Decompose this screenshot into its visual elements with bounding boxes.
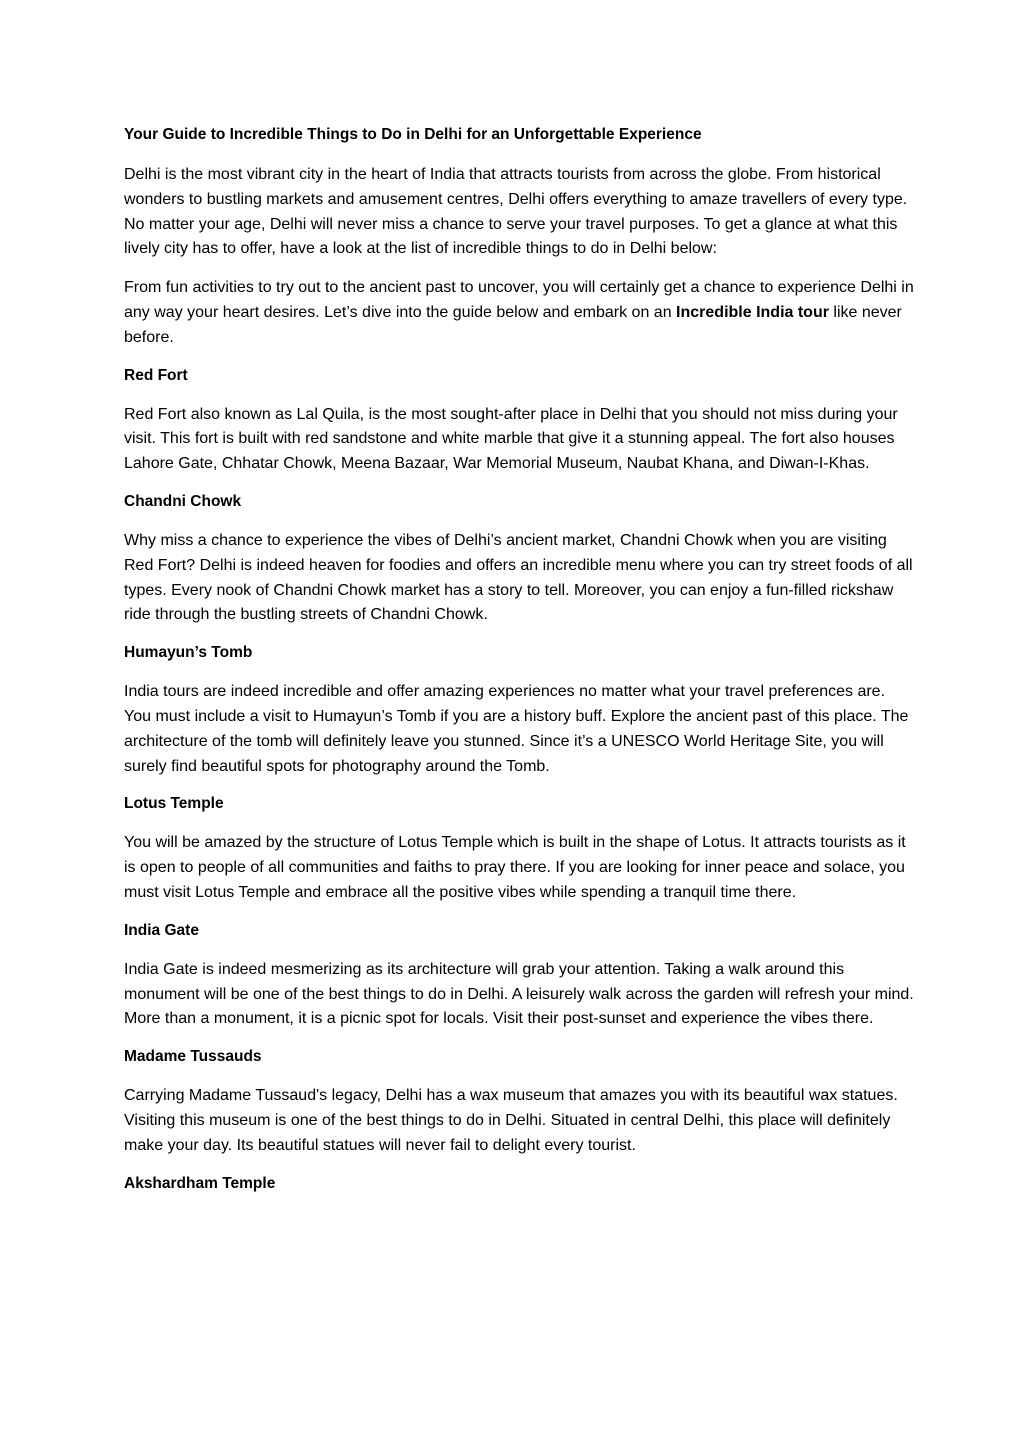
- section-heading-lotus-temple: Lotus Temple: [124, 795, 224, 813]
- section-heading-chandni-chowk: Chandni Chowk: [124, 492, 242, 510]
- second-paragraph-text: From fun activities to try out to the ancient past to uncover, you will certainly get a chance to experience Delhi in any way your heart desires. Let’s dive into the guide below and embark on an: [124, 279, 914, 321]
- section-body-chandni-chowk: Why miss a chance to experience the vibes of Delhi’s ancient market, Chandni Chowk when you are visiting Red Fort? Delhi is indeed heaven for foodies and offers an incredible menu where you can try street foods of all types. Every nook of Chandni Chowk market has a story to tell. Moreover, you can enjoy a fun-filled rickshaw ride through the bustling streets of Chandni Chowk.: [124, 531, 913, 624]
- second-paragraph-ending: like never before.: [124, 303, 902, 346]
- section-body-madame-tussauds: Carrying Madame Tussaud's legacy, Delhi has a wax museum that amazes you with its beautiful wax statues. Visiting this museum is one of the best things to do in Delhi. Situated in central Delhi, this place will definitely make your day. Its beautiful statues will never fail to delight every tourist.: [124, 1087, 898, 1154]
- section-heading-humayuns-tomb: Humayun’s Tomb: [124, 644, 253, 662]
- incredible-india-tour-text: Incredible India tour: [676, 303, 829, 321]
- section-body-lotus-temple: You will be amazed by the structure of Lotus Temple which is built in the shape of Lotus. It attracts tourists as it is open to people of all communities and faiths to pray there. If you are looking for inner peace and solace, you must visit Lotus Temple and embrace all the positive vibes while spending a tranquil time there.: [124, 834, 906, 901]
- section-heading-red-fort: Red Fort: [124, 366, 188, 384]
- section-heading-india-gate: India Gate: [124, 921, 199, 939]
- document-title: Your Guide to Incredible Things to Do in Delhi for an Unforgettable Experience: [124, 126, 702, 143]
- section-heading-akshardham-temple: Akshardham Temple: [124, 1174, 276, 1192]
- section-body-india-gate: India Gate is indeed mesmerizing as its architecture will grab your attention. Taking a walk around this monument will be one of the best things to do in Delhi. A leisurely walk across the garden will refresh your mind. More than a monument, it is a picnic spot for locals. Visit their post-sunset and experience the vibes there.: [124, 960, 914, 1028]
- intro-paragraph: Delhi is the most vibrant city in the heart of India that attracts tourists from across the globe. From historical wonders to bustling markets and amusement centres, Delhi offers everything to amaze travellers of every type. No matter your age, Delhi will never miss a chance to serve your travel purposes. To get a glance at what this lively city has to offer, have a look at the list of incredible things to do in Delhi below:: [124, 166, 908, 258]
- document-page: [124, 124, 914, 1211]
- section-body-red-fort: Red Fort also known as Lal Quila, is the most sought-after place in Delhi that you should not miss during your visit. This fort is built with red sandstone and white marble that give it a stunning appeal. The fort also houses Lahore Gate, Chhatar Chowk, Meena Bazaar, War Memorial Museum, Naubat Khana, and Diwan-I-Khas.: [124, 405, 898, 473]
- second-paragraph: [124, 276, 914, 350]
- section-heading-madame-tussauds: Madame Tussauds: [124, 1048, 262, 1066]
- section-body-humayuns-tomb: India tours are indeed incredible and offer amazing experiences no matter what your travel preferences are. You must include a visit to Humayun’s Tomb if you are a history buff. Explore the ancient past of this place. The architecture of the tomb will definitely leave you stunned. Since it’s a UNESCO World Heritage Site, you will surely find beautiful spots for photography around the Tomb.: [124, 683, 909, 775]
